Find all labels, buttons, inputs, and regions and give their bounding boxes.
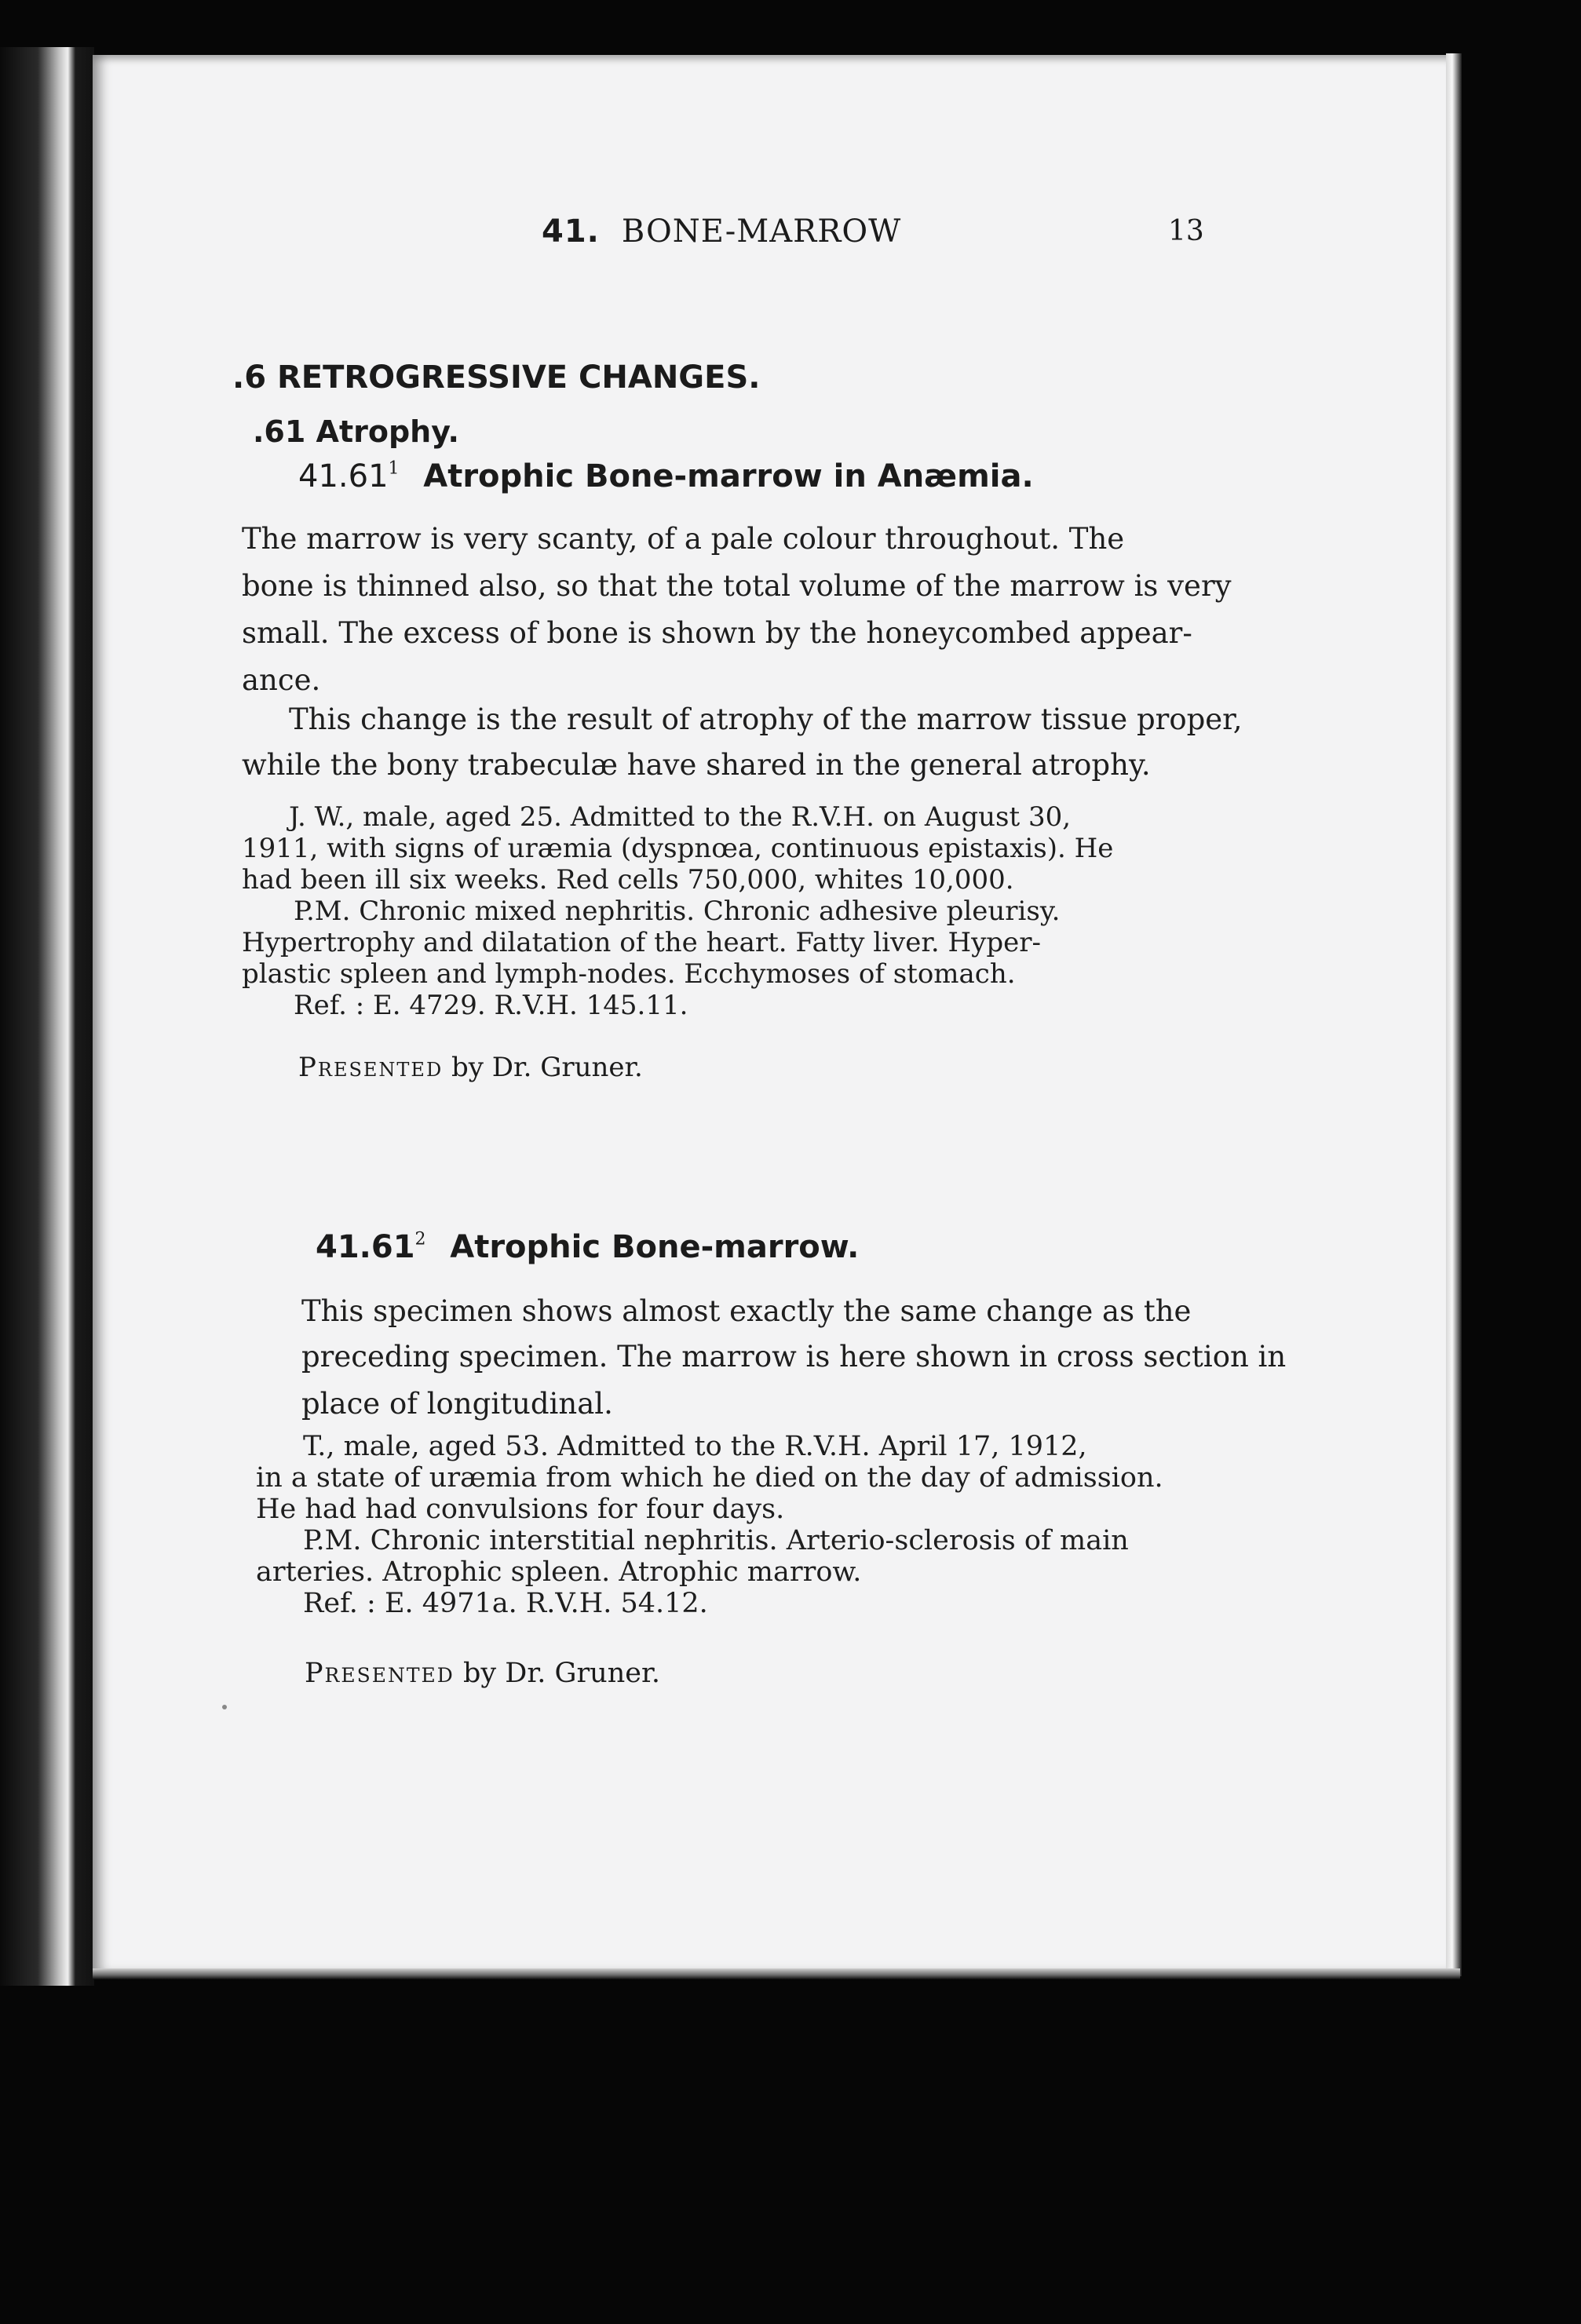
specimen-1-description: [242, 522, 1232, 705]
text-line: P.M. Chronic interstitial nephritis. Arterio-sclerosis of main: [303, 1525, 1129, 1556]
text-line: ance.: [242, 663, 321, 697]
text-line: P.M. Chronic mixed nephritis. Chronic adhesive pleurisy.: [294, 896, 1061, 927]
specimen-2-heading: [316, 1229, 859, 1265]
specimen-1-presented: [298, 1052, 643, 1083]
specimen-2-case-notes: [256, 1433, 1237, 1637]
running-header: [542, 213, 901, 250]
speck: [222, 1705, 227, 1709]
specimen-2-title: Atrophic Bone-marrow.: [450, 1229, 860, 1265]
text-line: 1911, with signs of uræmia (dyspnœa, continuous epistaxis). He: [242, 833, 1114, 864]
specimen-1-heading: [298, 458, 1034, 494]
heading-retrogressive-changes: .6 RETROGRESSIVE CHANGES.: [232, 359, 761, 396]
specimen-1-case-notes: [242, 801, 1223, 1039]
text-line: This change is the result of atrophy of the marrow tissue proper,: [289, 702, 1243, 736]
specimen-1-sup: 1: [388, 458, 400, 479]
text-line: This specimen shows almost exactly the same change as the: [301, 1294, 1192, 1328]
text-line: while the bony trabeculæ have shared in the general atrophy.: [242, 748, 1151, 782]
page-number: 13: [1168, 215, 1204, 247]
specimen-2-description: [301, 1294, 1287, 1422]
text-line: preceding specimen. The marrow is here shown in cross section in: [301, 1340, 1287, 1374]
text-line: He had had convulsions for four days.: [256, 1494, 785, 1525]
text-line: had been ill six weeks. Red cells 750,000, whites 10,000.: [242, 864, 1014, 896]
heading-atrophy: .61 Atrophy.: [253, 414, 459, 449]
page-bottom-edge: [93, 1968, 1460, 1979]
text-line: small. The excess of bone is shown by the honeycombed appear-: [242, 616, 1192, 650]
text-line: in a state of uræmia from which he died on the day of admission.: [256, 1462, 1163, 1494]
specimen-1-number: 41.61: [298, 458, 389, 494]
specimen-2-presented: [305, 1658, 660, 1689]
presented-label: Presented: [305, 1658, 455, 1689]
specimen-2-sup: 2: [414, 1229, 426, 1250]
text-line: plastic spleen and lymph-nodes. Ecchymoses of stomach.: [242, 958, 1016, 990]
text-line: J. W., male, aged 25. Admitted to the R.V.H. on August 30,: [289, 801, 1072, 833]
text-line: bone is thinned also, so that the total volume of the marrow is very: [242, 569, 1232, 603]
presented-by: by Dr. Gruner.: [451, 1052, 643, 1083]
specimen-1-explanation: [242, 702, 1243, 783]
text-line: Ref. : E. 4729. R.V.H. 145.11.: [294, 990, 688, 1021]
presented-by: by Dr. Gruner.: [462, 1658, 660, 1689]
text-line: place of longitudinal.: [301, 1387, 613, 1421]
text-line: Hypertrophy and dilatation of the heart. Fatty liver. Hyper-: [242, 927, 1041, 958]
text-line: Ref. : E. 4971a. R.V.H. 54.12.: [303, 1588, 708, 1619]
specimen-2-number: 41.61: [316, 1229, 415, 1265]
text-line: The marrow is very scanty, of a pale colour throughout. The: [242, 522, 1125, 556]
presented-label: Presented: [298, 1052, 444, 1083]
specimen-1-title: Atrophic Bone-marrow in Anæmia.: [423, 458, 1034, 494]
text-line: arteries. Atrophic spleen. Atrophic marrow.: [256, 1556, 862, 1588]
page-right-edge: [1446, 53, 1462, 1976]
section-number: 41.: [542, 213, 600, 250]
section-title: BONE-MARROW: [621, 213, 902, 250]
text-line: T., male, aged 53. Admitted to the R.V.H. April 17, 1912,: [303, 1431, 1087, 1462]
facing-page-edge: [0, 47, 94, 1986]
